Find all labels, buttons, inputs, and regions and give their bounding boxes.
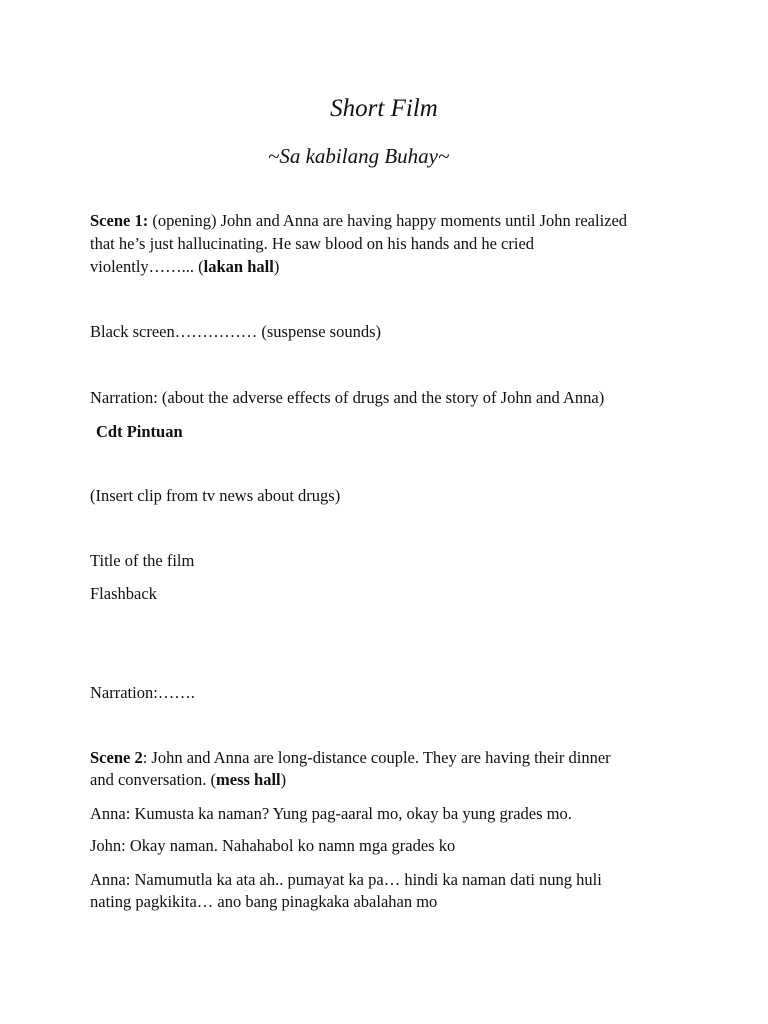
document-title: Short Film <box>330 95 438 122</box>
scene1-line1 <box>90 210 627 232</box>
dialogue-line: nating pagkikita… ano bang pinagkaka abalahan mo <box>90 892 438 911</box>
scene1-text1: (opening) John and Anna are having happy moments until John realized <box>148 211 628 230</box>
scene2-text2: and conversation. ( <box>90 770 216 789</box>
flashback-line: Flashback <box>90 584 157 603</box>
narrator-name-text: Cdt Pintuan <box>96 422 183 441</box>
dialogue-line: Anna: Kumusta ka naman? Yung pag-aaral mo, okay ba yung grades mo. <box>90 804 572 823</box>
scene2-label: Scene 2 <box>90 748 143 767</box>
dialogue-line: Anna: Namumutla ka ata ah.. pumayat ka pa… hindi ka naman dati nung huli <box>90 870 602 889</box>
scene2-text2-end: ) <box>280 770 287 789</box>
scene1-label: Scene 1: <box>90 211 149 230</box>
narration-line: Narration: (about the adverse effects of drugs and the story of John and Anna) <box>90 388 605 407</box>
narration2-line: Narration:……. <box>90 683 195 702</box>
scene2-text1: : John and Anna are long-distance couple. They are having their dinner <box>142 748 611 767</box>
title-of-film-line: Title of the film <box>90 551 195 570</box>
scene1-text3: violently……... ( <box>90 257 204 276</box>
scene1-line3 <box>90 256 279 278</box>
black-screen-line: Black screen…………… (suspense sounds) <box>90 322 381 341</box>
dialogue-line: John: Okay naman. Nahahabol ko namn mga grades ko <box>90 836 456 855</box>
scene1-text3-end: ) <box>273 257 280 276</box>
scene2-line2 <box>90 769 286 791</box>
scene1-line2: that he’s just hallucinating. He saw blood on his hands and he cried <box>90 234 535 253</box>
scene1-location: lakan hall <box>203 257 274 276</box>
scene2-location: mess hall <box>216 770 281 789</box>
document-subtitle: ~Sa kabilang Buhay~ <box>268 144 450 168</box>
narrator-name <box>96 421 183 443</box>
insert-clip-line: (Insert clip from tv news about drugs) <box>90 486 341 505</box>
scene2-line1 <box>90 747 611 769</box>
